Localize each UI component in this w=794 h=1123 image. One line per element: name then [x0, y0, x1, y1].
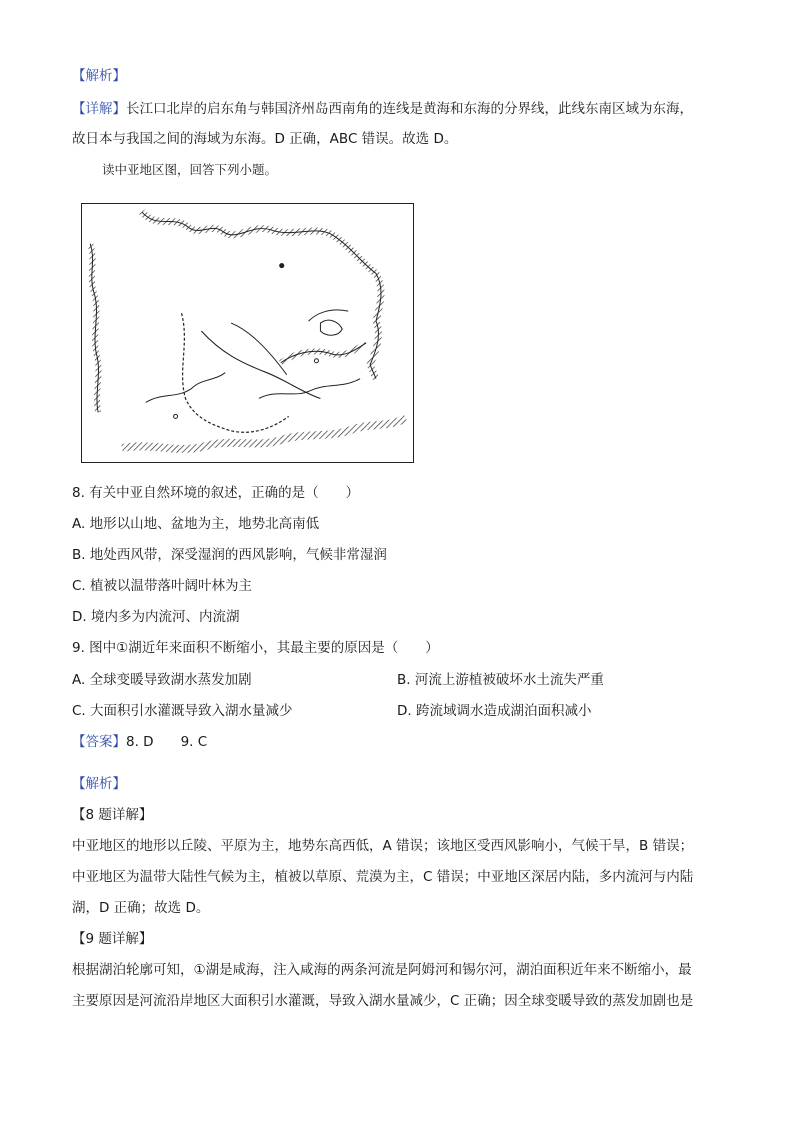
q9-option-b: B. 河流上游植被破坏水土流失严重 — [397, 672, 604, 688]
q8-detail-line-2: 中亚地区为温带大陆性气候为主，植被以草原、荒漠为主，C 错误；中亚地区深居内陆，多内流河与内陆 — [72, 869, 694, 885]
q8-option-d: D. 境内多为内流河、内流湖 — [72, 609, 240, 625]
q8-option-c: C. 植被以温带落叶阔叶林为主 — [72, 578, 253, 594]
detail-paragraph-line-1 — [72, 99, 693, 119]
q8-detail-line-3: 湖，D 正确；故选 D。 — [72, 900, 210, 916]
answer-line — [72, 732, 207, 752]
map-drawing — [82, 204, 413, 462]
q8-detail-label: 【8 题详解】 — [72, 807, 153, 823]
question-8-stem: 8. 有关中亚自然环境的叙述，正确的是（ ） — [72, 485, 360, 501]
region-border — [182, 313, 289, 432]
central-asia-map — [81, 203, 414, 463]
analysis-label-2: 【解析】 — [72, 776, 126, 792]
q9-option-a: A. 全球变暖导致湖水蒸发加剧 — [72, 672, 252, 688]
detail-label: 【详解】 — [72, 101, 126, 117]
q9-detail-label: 【9 题详解】 — [72, 931, 153, 947]
answer-label: 【答案】 — [72, 734, 126, 750]
q9-detail-line-1: 根据湖泊轮廓可知，①湖是咸海，注入咸海的两条河流是阿姆河和锡尔河，湖泊面积近年来不断缩小，最 — [72, 962, 692, 978]
question-9-stem: 9. 图中①湖近年来面积不断缩小，其最主要的原因是（ ） — [72, 640, 439, 656]
q8-detail-line-1: 中亚地区的地形以丘陵、平原为主，地势东高西低，A 错误；该地区受西风影响小，气候干旱，B 错误； — [72, 838, 694, 854]
lake-shape — [320, 320, 342, 335]
detail-text-1: 长江口北岸的启东角与韩国济州岛西南角的连线是黄海和东海的分界线，此线东南区域为东海， — [126, 101, 693, 117]
q8-option-a: A. 地形以山地、盆地为主，地势北高南低 — [72, 516, 320, 532]
detail-paragraph-line-2: 故日本与我国之间的海域为东海。D 正确，ABC 错误。故选 D。 — [72, 131, 458, 147]
analysis-label: 【解析】 — [72, 68, 126, 84]
city-dot — [279, 263, 284, 268]
answer-text: 8. D 9. C — [126, 734, 208, 750]
q9-detail-line-2: 主要原因是河流沿岸地区大面积引水灌溉，导致入湖水量减少，C 正确；因全球变暖导致的蒸发加剧也是 — [72, 993, 694, 1009]
south-mountains — [122, 418, 406, 449]
map-prompt: 读中亚地区图，回答下列小题。 — [102, 162, 278, 177]
q9-option-c: C. 大面积引水灌溉导致入湖水量减少 — [72, 703, 293, 719]
q8-option-b: B. 地处西风带，深受湿润的西风影响，气候非常湿润 — [72, 547, 387, 563]
q9-option-d: D. 跨流域调水造成湖泊面积减小 — [397, 703, 592, 719]
